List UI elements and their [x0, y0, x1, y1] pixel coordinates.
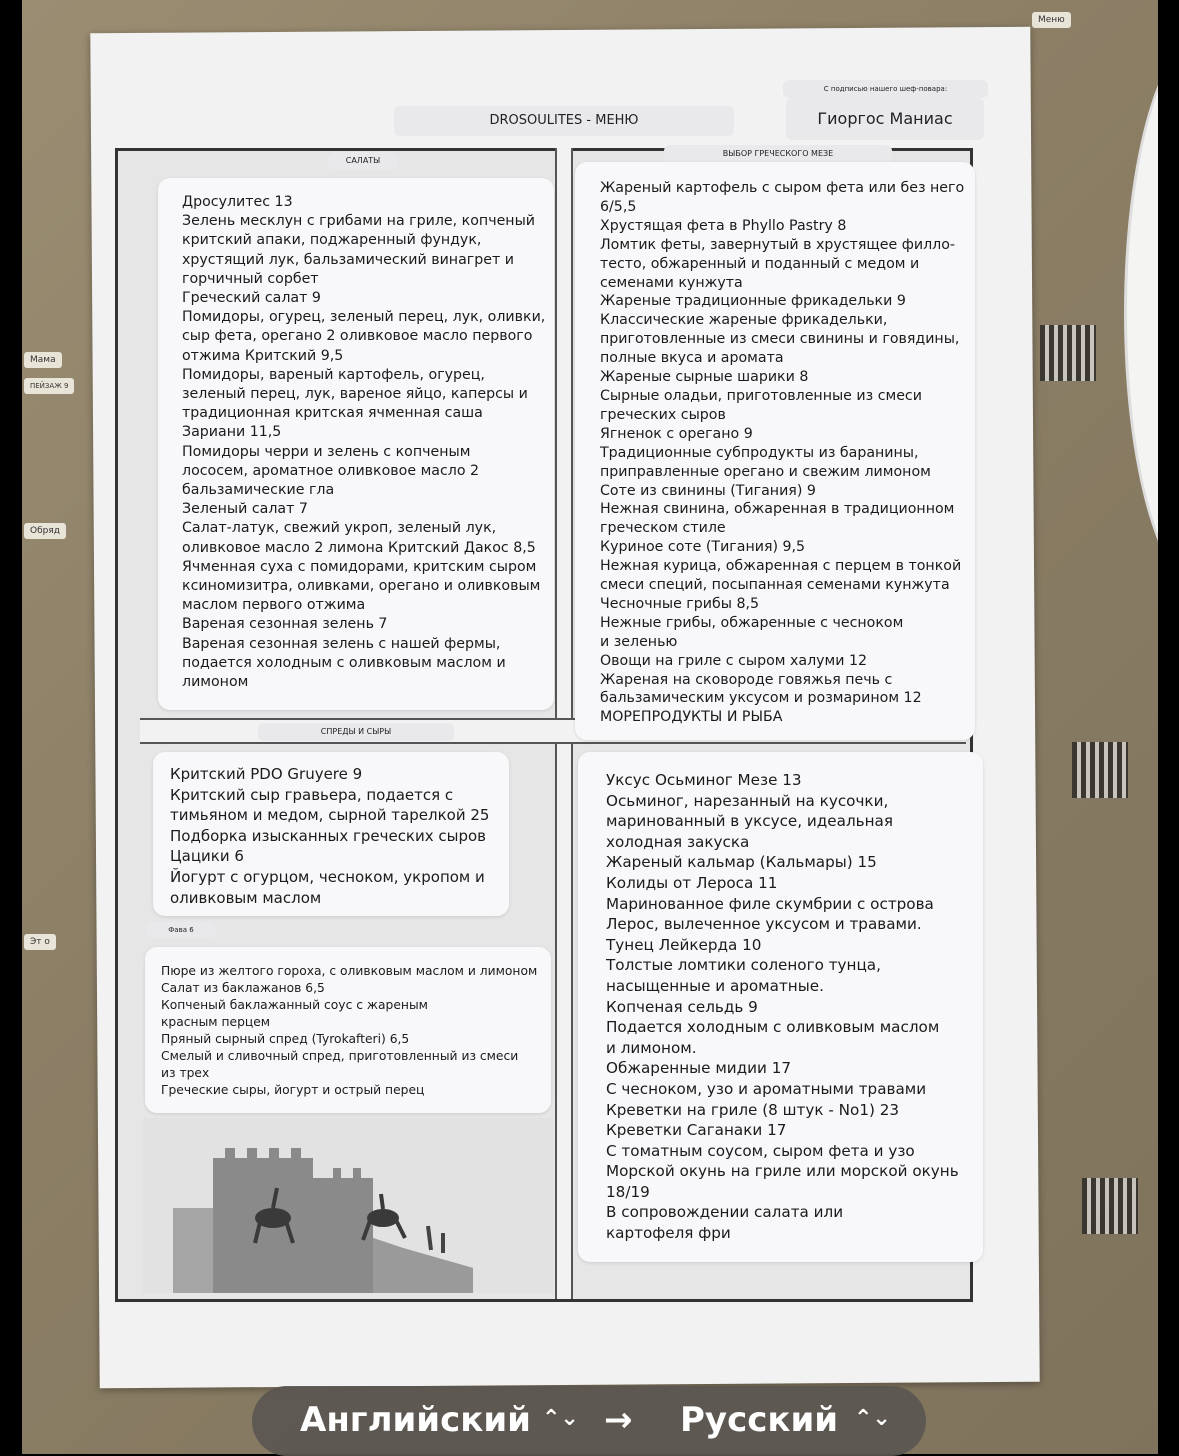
menu-line: Колиды от Лероса 11	[606, 873, 778, 892]
menu-line: Жареная на сковороде говяжья печь с	[600, 671, 893, 688]
menu-line: приправленные орегано и свежим лимоном	[600, 463, 931, 480]
menu-line: оливковым маслом	[170, 888, 322, 907]
castle-illustration	[143, 1118, 553, 1293]
menu-line: маринованный в уксусе, идеальная	[606, 812, 893, 831]
qr-code	[1082, 1178, 1138, 1234]
signature-caption: С подписью нашего шеф-повара:	[783, 80, 988, 98]
menu-line: греческом стиле	[600, 520, 726, 537]
menu-line: Чесночные грибы 8,5	[600, 595, 760, 612]
menu-line: 18/19	[606, 1182, 650, 1201]
background-label: Меню	[1032, 12, 1071, 28]
spreads-card	[145, 947, 551, 1113]
menu-line: Салат-латук, свежий укроп, зеленый лук,	[182, 520, 497, 537]
menu-line: Подается холодным с оливковым маслом	[606, 1018, 940, 1037]
menu-line: традиционная критская ячменная саша	[182, 405, 483, 422]
background-label: Обряд	[24, 523, 66, 539]
menu-line: картофеля фри	[606, 1224, 731, 1243]
source-language-selector[interactable]: Английский	[300, 1400, 531, 1440]
menu-line: Салат из баклажанов 6,5	[161, 981, 325, 995]
meze-card	[575, 162, 975, 740]
menu-line: греческих сыров	[600, 406, 726, 423]
menu-line: красным перцем	[161, 1015, 271, 1029]
menu-line: Сырные оладьи, приготовленные из смеси	[600, 387, 922, 404]
menu-line: Зариани 11,5	[182, 424, 282, 441]
menu-line: полные вкуса и аромата	[600, 350, 784, 367]
menu-line: горчичный сорбет	[182, 270, 319, 287]
menu-line: Критский сыр гравьера, подается с	[170, 785, 454, 804]
menu-line: Вареная сезонная зелень с нашей фермы,	[182, 635, 501, 652]
menu-line: Толстые ломтики соленого тунца,	[606, 956, 881, 975]
menu-line: Жареные сырные шарики 8	[600, 369, 809, 386]
menu-line: Жареный кальмар (Кальмары) 15	[606, 853, 877, 872]
menu-line: критский апаки, поджаренный фундук,	[182, 232, 482, 249]
background-label: ПЕЙЗАЖ 9	[24, 378, 74, 394]
menu-line: Лерос, вылеченное уксусом и травами.	[606, 915, 922, 934]
menu-line: Помидоры черри и зелень с копченым	[182, 443, 471, 460]
menu-line: С томатным соусом, сыром фета и узо	[606, 1141, 915, 1160]
menu-line: Критский PDO Gruyere 9	[170, 765, 363, 783]
menu-line: смеси специй, посыпанная семенами кунжута	[600, 577, 950, 594]
menu-line: хрустящий лук, бальзамический винагрет и	[182, 251, 514, 268]
plate	[1124, 30, 1158, 596]
menu-line: маслом первого отжима	[182, 597, 366, 614]
menu-line: Греческие сыры, йогурт и острый перец	[161, 1083, 425, 1097]
menu-line: В сопровождении салата или	[606, 1203, 844, 1222]
menu-line: Креветки на гриле (8 штук - No1) 23	[606, 1100, 900, 1119]
translate-bar	[252, 1386, 926, 1456]
menu-line: из трех	[161, 1066, 210, 1080]
menu-line: Йогурт с огурцом, чесноком, укропом и	[170, 867, 485, 886]
section-tab-spreads: СПРЕДЫ И СЫРЫ	[258, 723, 454, 741]
menu-line: Ягненок с орегано 9	[600, 425, 753, 442]
menu-line: Помидоры, огурец, зеленый перец, лук, оливки,	[182, 309, 546, 326]
menu-line: Пюре из желтого гороха, с оливковым маслом и лимоном	[161, 964, 538, 978]
menu-line: приготовленные из смеси свинины и говядины,	[600, 331, 960, 348]
section-tab-meze: ВЫБОР ГРЕЧЕСКОГО МЕЗЕ	[664, 145, 892, 163]
menu-line: и лимоном.	[606, 1038, 697, 1057]
menu-line: Нежная свинина, обжаренная в традиционном	[600, 501, 955, 518]
menu-line: тесто, обжаренный и поданный с медом и	[600, 255, 920, 272]
menu-line: ксиномизитра, оливками, орегано и оливковым	[182, 578, 541, 595]
qr-code	[1072, 742, 1128, 798]
menu-line: Смелый и сливочный спред, приготовленный из смеси	[161, 1049, 519, 1063]
menu-line: Жареные традиционные фрикадельки 9	[600, 293, 906, 310]
menu-line: Классические жареные фрикадельки,	[600, 312, 888, 329]
menu-line: Уксус Осьминог Мезе 13	[606, 771, 802, 789]
menu-line: Зеленый салат 7	[182, 501, 308, 518]
menu-line: Креветки Саганаки 17	[606, 1121, 787, 1140]
salads-card	[158, 178, 554, 710]
menu-line: Вареная сезонная зелень 7	[182, 616, 388, 633]
source-chevron-icon[interactable]: ⌃⌄	[542, 1406, 579, 1431]
menu-line: холодная закуска	[606, 832, 750, 851]
menu-line: Копченая сельдь 9	[606, 997, 758, 1016]
menu-line: оливковое масло 2 лимона Критский Дакос 8,5	[182, 539, 536, 556]
menu-title: DROSOULITES - МЕНЮ	[394, 106, 734, 136]
menu-line: семенами кунжута	[600, 274, 743, 291]
menu-line: Ячменная суха с помидорами, критским сыром	[182, 558, 537, 575]
menu-line: Морской окунь на гриле или морской окунь	[606, 1162, 959, 1181]
menu-line: Куриное соте (Тигания) 9,5	[600, 539, 806, 556]
menu-line: Подборка изысканных греческих сыров	[170, 826, 487, 845]
menu-line: Традиционные субпродукты из баранины,	[600, 444, 919, 461]
menu-line: Маринованное филе скумбрии с острова	[606, 894, 934, 913]
menu-line: МОРЕПРОДУКТЫ И РЫБА	[600, 709, 783, 726]
menu-line: Ломтик феты, завернутый в хрустящее филло-	[600, 236, 956, 253]
menu-line: сыр фета, орегано 2 оливковое масло первого	[182, 328, 533, 345]
menu-line: Обжаренные мидии 17	[606, 1059, 792, 1078]
menu-line: Нежная курица, обжаренная с перцем в тонкой	[600, 558, 962, 575]
qr-code	[1040, 325, 1096, 381]
menu-line: Хрустящая фета в Phyllo Pastry 8	[600, 217, 847, 234]
background-label: Эт о	[24, 934, 56, 950]
target-language-selector[interactable]: Русский	[680, 1400, 839, 1440]
signature-name: Гиоргос Маниас	[786, 98, 984, 140]
menu-line: бальзамические гла	[182, 482, 335, 499]
menu-line: насыщенные и ароматные.	[606, 976, 824, 995]
menu-line: Зелень месклун с грибами на гриле, копченый	[182, 213, 535, 230]
menu-line: Осьминог, нарезанный на кусочки,	[606, 791, 889, 810]
background-label: Мама	[24, 352, 62, 368]
menu-line: лимоном	[182, 674, 249, 691]
section-tab-small: Фава 6	[146, 922, 216, 938]
target-chevron-icon[interactable]: ⌃⌄	[854, 1406, 891, 1431]
menu-line: Помидоры, вареный картофель, огурец,	[182, 366, 485, 383]
menu-line: тимьяном и медом, сырной тарелкой 25	[170, 806, 490, 825]
menu-line: зеленый перец, лук, вареное яйцо, каперсы и	[182, 386, 528, 403]
menu-line: бальзамическим уксусом и розмарином 12	[600, 690, 922, 707]
menu-line: подается холодным с оливковым маслом и	[182, 654, 506, 671]
menu-line: Цацики 6	[170, 847, 244, 866]
section-tab-salads: САЛАТЫ	[328, 152, 398, 170]
menu-line: С чесноком, узо и ароматными травами	[606, 1079, 927, 1098]
menu-line: отжима Критский 9,5	[182, 347, 344, 364]
menu-line: Копченый баклажанный соус с жареным	[161, 998, 428, 1012]
menu-line: Пряный сырный спред (Tyrokafteri) 6,5	[161, 1032, 410, 1046]
swap-arrow-icon[interactable]: →	[604, 1400, 633, 1440]
menu-line: и зеленью	[600, 633, 678, 650]
menu-line: Жареный картофель с сыром фета или без него	[600, 180, 965, 196]
cheese-card	[153, 752, 509, 916]
menu-line: лососем, ароматное оливковое масло 2	[182, 462, 480, 479]
menu-line: Дросулитес 13	[182, 194, 293, 210]
menu-line: Нежные грибы, обжаренные с чесноком	[600, 614, 904, 631]
menu-line: Греческий салат 9	[182, 290, 321, 307]
menu-line: Овощи на гриле с сыром халуми 12	[600, 652, 868, 669]
menu-line: Тунец Лейкерда 10	[606, 935, 762, 954]
menu-line: 6/5,5	[600, 198, 637, 215]
seafood-card	[578, 752, 983, 1262]
menu-line: Соте из свинины (Тигания) 9	[600, 482, 816, 499]
